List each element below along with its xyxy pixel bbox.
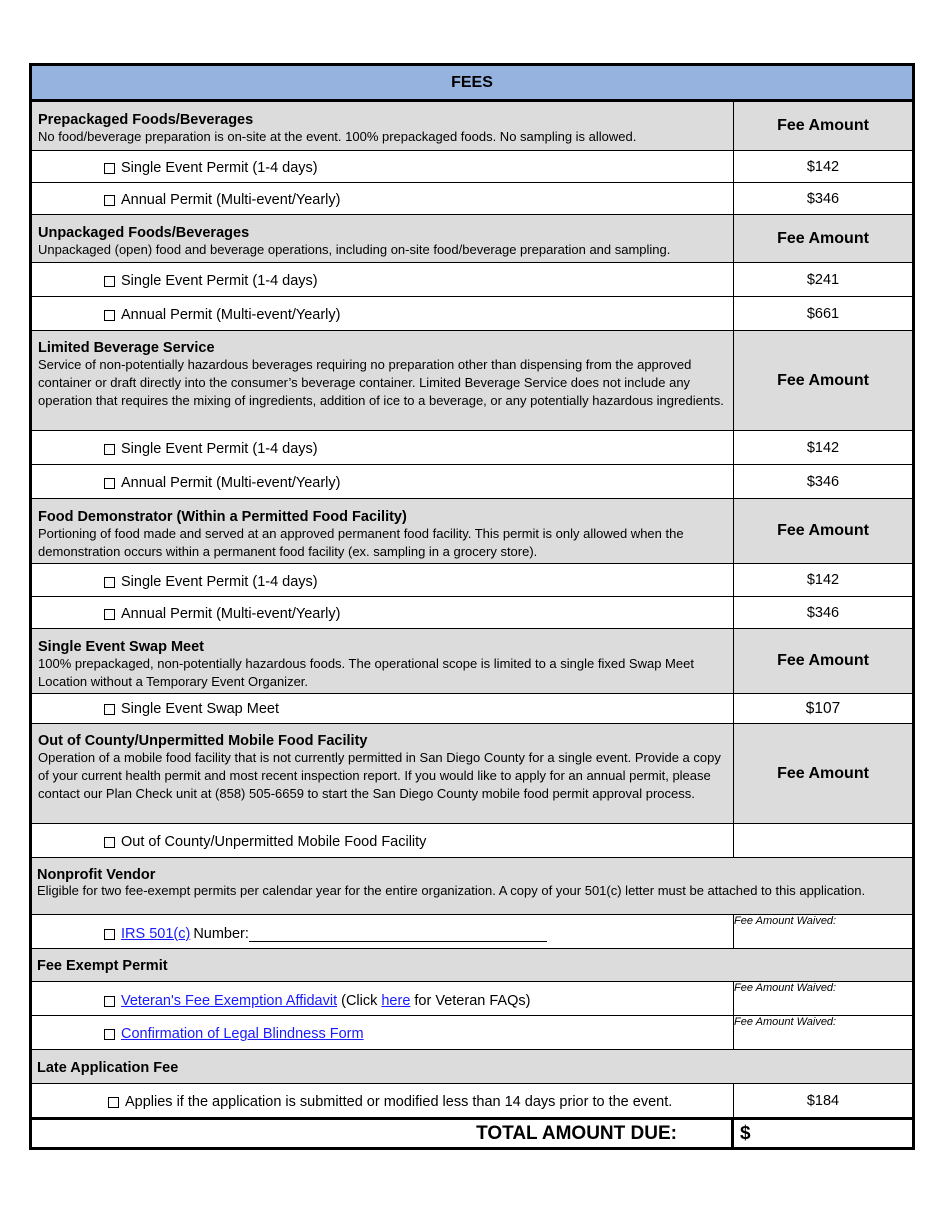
option-label: Annual Permit (Multi-event/Yearly) (121, 475, 341, 491)
option-label: Out of County/Unpermitted Mobile Food Facility (121, 834, 427, 850)
section-header-prepackaged (32, 102, 912, 151)
section-description: Portioning of food made and served at an approved permanent food facility. This permit is only allowed when the demonstration occurs within a permanent food facility (ex. sampling in a grocery store). (38, 526, 684, 559)
late-fee-row (32, 1084, 912, 1118)
section-header-food-demonstrator (32, 499, 912, 564)
section-header-late-fee (32, 1050, 912, 1084)
option-demonstrator-annual[interactable] (104, 606, 340, 622)
option-limited-beverage-annual[interactable] (104, 475, 340, 491)
checkbox[interactable] (104, 837, 115, 848)
section-header-swap-meet (32, 629, 912, 694)
option-unpackaged-annual[interactable] (104, 307, 340, 323)
checkbox[interactable] (104, 478, 115, 489)
section-title: Out of County/Unpermitted Mobile Food Facility (38, 733, 368, 749)
option-label: Single Event Swap Meet (121, 701, 279, 717)
fee-amount: $142 (806, 439, 840, 456)
fee-amount-header: Fee Amount (777, 229, 869, 247)
fee-amount (734, 824, 912, 857)
option-late-fee[interactable] (108, 1094, 672, 1110)
option-unpackaged-single[interactable] (104, 273, 318, 289)
fee-amount: $346 (806, 604, 840, 621)
fee-amount: $107 (805, 699, 841, 717)
option-row (32, 151, 912, 183)
legal-blindness-form-link[interactable]: Confirmation of Legal Blindness Form (121, 1026, 364, 1042)
section-description: Service of non-potentially hazardous beverages requiring no preparation other than dispensing from the approved container or draft directly into the consumer’s beverage container. Limited Beverage Service does not include any operation that requires the mixing of ingredients, addition of ice to a beverage, or any potentially hazardous ingredients. (38, 357, 724, 408)
nonprofit-row (32, 915, 912, 949)
irs-501c-link[interactable]: IRS 501(c) (121, 926, 191, 942)
checkbox[interactable] (104, 310, 115, 321)
fee-amount: $241 (806, 271, 840, 288)
fee-amount: $142 (806, 572, 840, 588)
option-label: Applies if the application is submitted or modified less than 14 days prior to the event. (125, 1094, 673, 1110)
option-swap-meet[interactable] (104, 701, 279, 717)
section-description: 100% prepackaged, non-potentially hazardous foods. The operational scope is limited to a single fixed Swap Meet Location without a Temporary Event Organizer. (38, 656, 694, 689)
option-label: Single Event Permit (1-4 days) (121, 273, 318, 289)
checkbox[interactable] (104, 1029, 115, 1040)
fee-amount: $184 (806, 1093, 840, 1109)
fee-amount: $346 (806, 190, 840, 207)
fee-amount-waived-label: Fee Amount Waived: (734, 982, 837, 994)
section-title: Food Demonstrator (Within a Permitted Food Facility) (38, 509, 407, 525)
section-title: Nonprofit Vendor (37, 867, 156, 883)
fee-amount-header: Fee Amount (777, 652, 869, 669)
option-row (32, 263, 912, 297)
option-demonstrator-single[interactable] (104, 574, 318, 590)
option-limited-beverage-single[interactable] (104, 441, 318, 457)
click-suffix: for Veteran FAQs) (414, 993, 531, 1009)
section-title: Late Application Fee (37, 1060, 179, 1076)
fee-amount-waived-label: Fee Amount Waived: (734, 1016, 837, 1028)
option-prepackaged-annual[interactable] (104, 192, 340, 208)
checkbox[interactable] (104, 276, 115, 287)
option-prepackaged-single[interactable] (104, 160, 318, 176)
section-title: Single Event Swap Meet (38, 639, 204, 655)
section-description: Eligible for two fee-exempt permits per calendar year for the entire organization. A copy of your 501(c) letter must be attached to this application. (37, 883, 866, 898)
section-description: Unpackaged (open) food and beverage operations, including on-site food/beverage preparation and sampling. (38, 242, 671, 257)
click-prefix: (Click (341, 993, 378, 1009)
fee-amount-header: Fee Amount (777, 371, 869, 389)
option-row (32, 824, 912, 858)
fees-table (29, 63, 915, 1150)
section-title: Fee Exempt Permit (37, 958, 168, 974)
checkbox[interactable] (104, 444, 115, 455)
option-out-of-county[interactable] (104, 834, 426, 850)
section-header-nonprofit (32, 858, 912, 915)
checkbox[interactable] (104, 609, 115, 620)
checkbox[interactable] (104, 704, 115, 715)
checkbox[interactable] (104, 163, 115, 174)
option-label: Annual Permit (Multi-event/Yearly) (121, 606, 341, 622)
checkbox[interactable] (104, 996, 115, 1007)
fee-amount-waived-label: Fee Amount Waived: (734, 915, 837, 927)
veteran-affidavit-link[interactable]: Veteran's Fee Exemption Affidavit (121, 993, 338, 1009)
section-description: No food/beverage preparation is on-site at the event. 100% prepackaged foods. No sampling is allowed. (38, 129, 637, 144)
fee-amount-header: Fee Amount (777, 764, 869, 782)
option-label: Single Event Permit (1-4 days) (121, 441, 318, 457)
total-amount-field[interactable]: $ (740, 1122, 751, 1144)
option-row (32, 183, 912, 215)
option-label: Single Event Permit (1-4 days) (121, 160, 318, 176)
option-row (32, 465, 912, 499)
fees-title: FEES (32, 66, 912, 102)
option-row (32, 694, 912, 724)
section-title: Unpackaged Foods/Beverages (38, 225, 250, 241)
section-header-unpackaged (32, 215, 912, 263)
option-row (32, 431, 912, 465)
option-row (32, 297, 912, 331)
fee-amount: $142 (806, 158, 840, 175)
fee-amount-header: Fee Amount (777, 522, 869, 539)
option-label: Annual Permit (Multi-event/Yearly) (121, 192, 341, 208)
total-amount-due-label: TOTAL AMOUNT DUE: (476, 1122, 677, 1144)
checkbox[interactable] (104, 195, 115, 206)
total-row (32, 1117, 912, 1147)
blindness-row (32, 1016, 912, 1050)
fee-amount: $661 (806, 305, 840, 322)
number-label: Number: (193, 926, 249, 942)
veteran-faq-link[interactable]: here (381, 993, 411, 1009)
section-title: Limited Beverage Service (38, 340, 215, 356)
checkbox[interactable] (104, 577, 115, 588)
veteran-row (32, 982, 912, 1016)
section-header-fee-exempt (32, 949, 912, 982)
option-row (32, 564, 912, 597)
section-title: Prepackaged Foods/Beverages (38, 112, 254, 128)
section-header-out-of-county (32, 724, 912, 824)
irs-number-field[interactable] (249, 927, 547, 942)
checkbox[interactable] (108, 1097, 119, 1108)
fee-amount-header: Fee Amount (777, 117, 869, 134)
option-label: Annual Permit (Multi-event/Yearly) (121, 307, 341, 323)
option-label: Single Event Permit (1-4 days) (121, 574, 318, 590)
section-description: Operation of a mobile food facility that is not currently permitted in San Diego County for a single event. Provide a copy of your current health permit and most recent inspection report. If you would like to apply for an annual permit, please contact our Plan Check unit at (858) 505-6659 to start the San Diego County mobile food permit approval process. (38, 750, 721, 801)
section-header-limited-beverage (32, 331, 912, 431)
fee-amount: $346 (806, 473, 840, 490)
option-row (32, 597, 912, 629)
checkbox[interactable] (104, 929, 115, 940)
